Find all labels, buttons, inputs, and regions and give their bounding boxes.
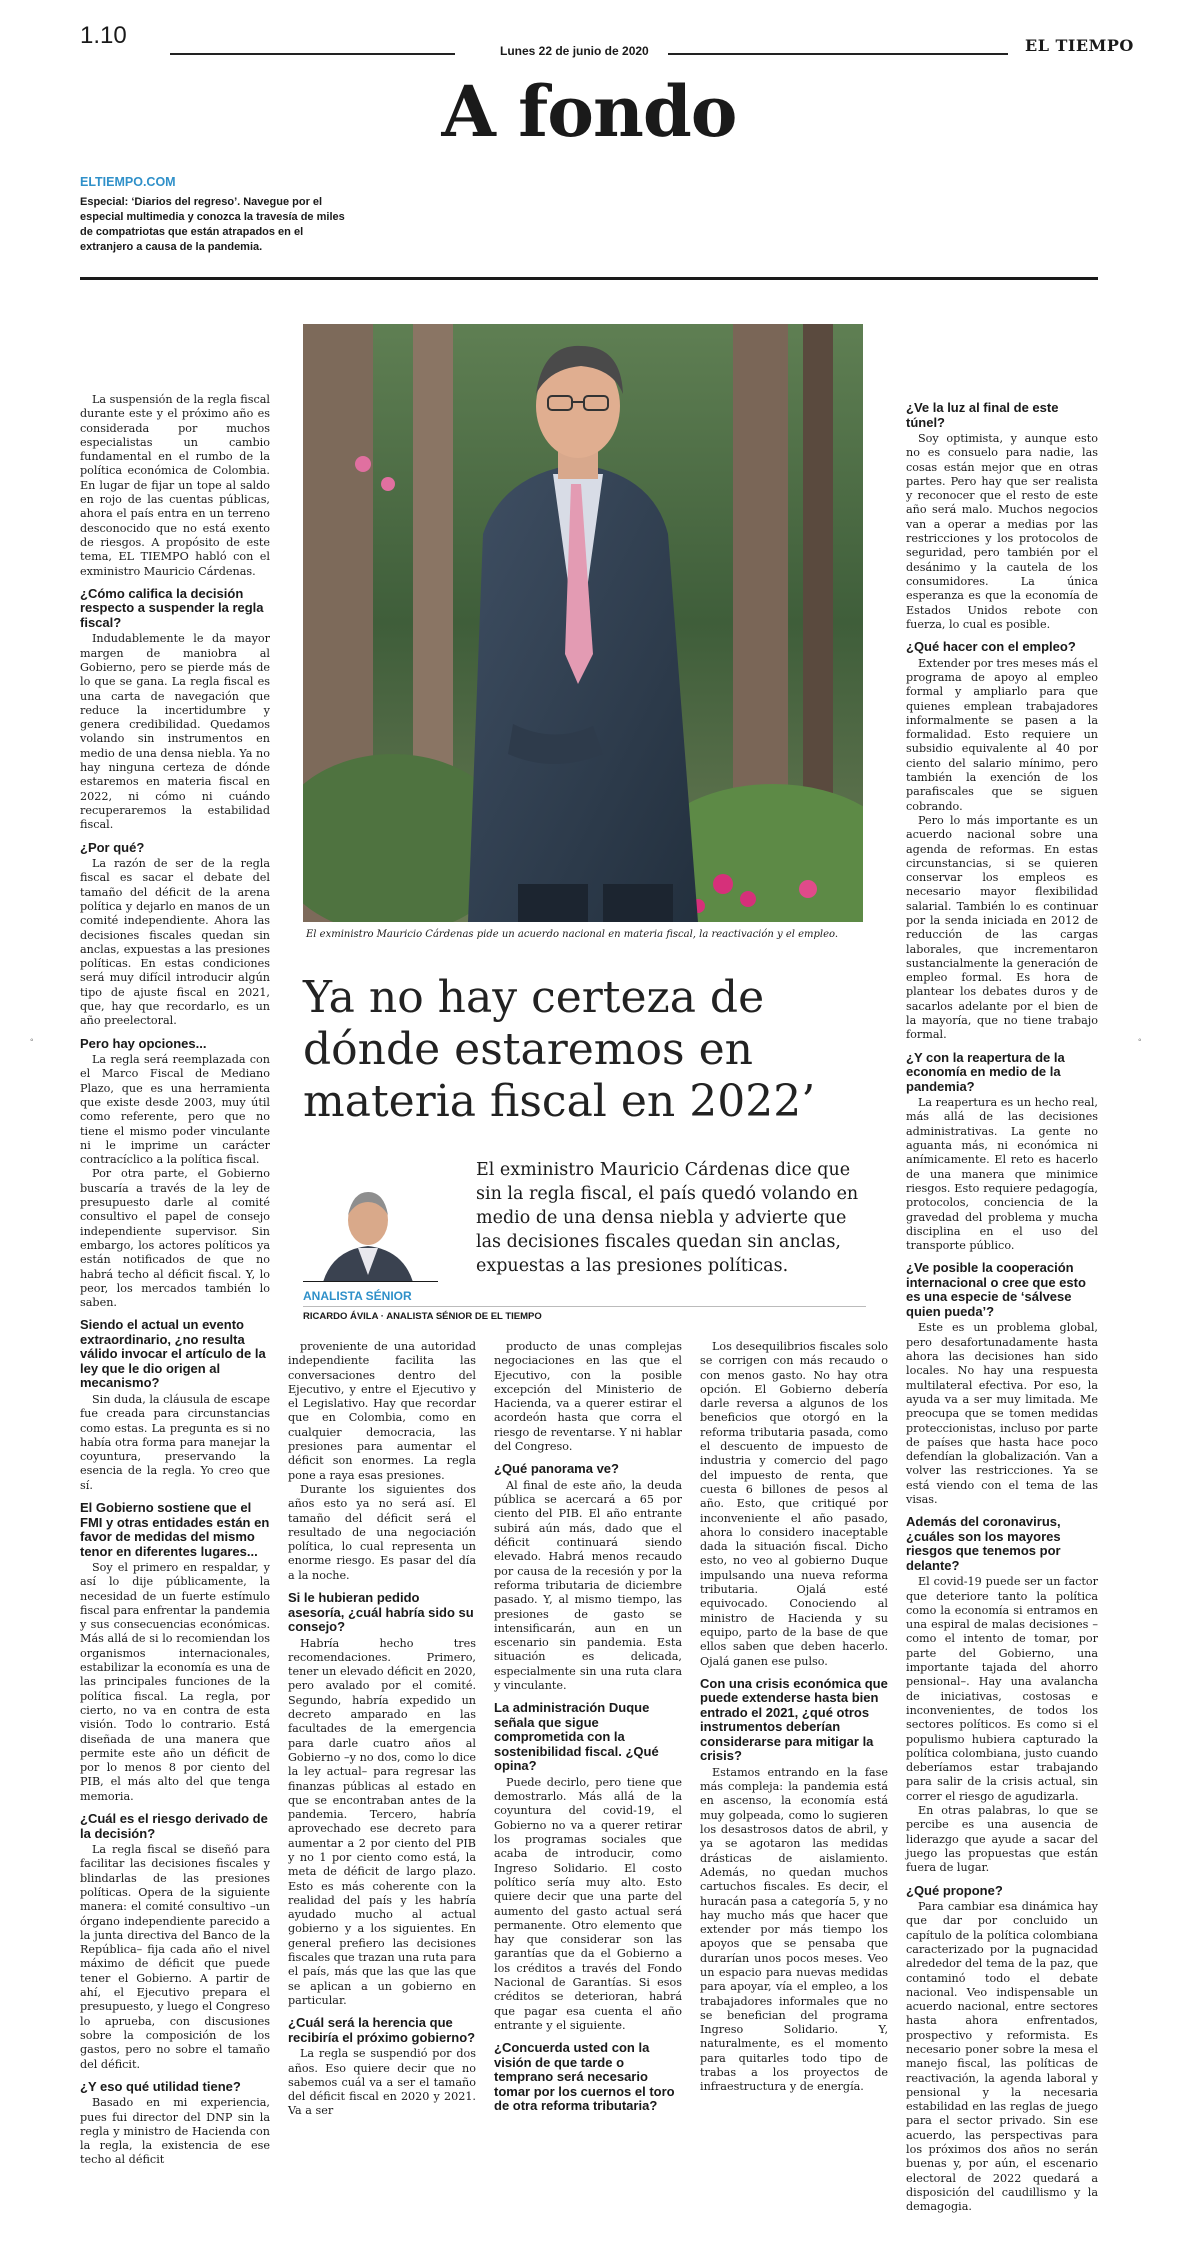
question-heading: ¿Cuál será la herencia que recibiría el próximo gobierno?: [288, 2015, 476, 2045]
article-column-5: [906, 393, 1098, 2215]
body-paragraph: Por otra parte, el Gobierno buscaría a través de la ley de presupuesto darle al comité consultivo el papel de consejo independiente supervisor. Sin embargo, los actores políticos ya están notificados de que no habrá techo al déficit fiscal. Y, lo peor, los mercados también lo saben.: [80, 1167, 270, 1310]
question-heading: El Gobierno sostiene que el FMI y otras entidades están en favor de medidas del mismo tenor en diferentes lugares...: [80, 1500, 270, 1559]
body-paragraph: La reapertura es un hecho real, más allá de las decisiones administrativas. La gente no aguanta más, ni económica ni anímicamente. El reto es hacerlo de una manera que minimice riesgos. Esto requiere pedagogía, protocolos, conciencia de la gravedad del problema y mucha disciplina en el uso del transporte público.: [906, 1096, 1098, 1253]
question-heading: ¿Qué hacer con el empleo?: [906, 639, 1076, 655]
body-paragraph: La razón de ser de la regla fiscal es sacar el debate del tamaño del déficit de la arena política y dejarlo en manos de un comité independiente. Ahora las decisiones fiscales quedan sin anclas, expuestas a las presiones políticas. En estas condiciones será muy difícil introducir algún tipo de ajuste fiscal en 2021, que, hay que recordarlo, es un año preelectoral.: [80, 857, 270, 1028]
promo-site[interactable]: ELTIEMPO.COM: [80, 175, 176, 189]
body-paragraph: Sin duda, la cláusula de escape fue creada para circunstancias como estas. La pregunta es si no había otra forma para manejar la coyuntura, preservando la esencia de la regla. Yo creo que sí.: [80, 1392, 271, 1492]
question-heading: ¿Ve posible la cooperación internacional o cree que esto es una especie de ‘sálvese quien pueda’?: [906, 1260, 1086, 1319]
body-paragraph: Estamos entrando en la fase más compleja: la pandemia está en ascenso, la economía está muy golpeada, como lo sugieren los desastrosos datos de abril, y ya se agotaron las medidas drásticas de aislamiento. Además, no quedan muchos cartuchos fiscales. Es decir, el huracán pasa a categoría 5, y no hay mucho más que hacer que extender por más tiempo los apoyos que se pensaba que durarían unos pocos meses. Veo un espacio para nuevas medidas para apoyar, vía el empleo, a los trabajadores informales que no se benefician del programa Ingreso Solidario. Y, naturalmente, es el momento para quitarles todo tipo de trabas a los proyectos de infraestructura y de energía.: [700, 1765, 888, 2094]
deck: El exministro Mauricio Cárdenas dice que sin la regla fiscal, el país quedó volando en medio de una densa niebla y advierte que las decisiones fiscales quedan sin anclas, expuestas a las presiones políticas.: [476, 1160, 859, 1276]
article-column-2: [288, 1340, 476, 2119]
promo-text: Especial: ‘Diarios del regreso’. Navegue por el especial multimedia y conozca la travesía de miles de compatriotas que están atrapados en el extranjero a causa de la pandemia.: [80, 196, 345, 253]
portrait-illustration: [303, 324, 863, 922]
crop-mark-left: ◦: [30, 1035, 34, 1046]
main-photo: [303, 324, 863, 922]
body-paragraph: Soy optimista, y aunque esto no es consuelo para nadie, las cosas están mejor que en otras partes. Pero hay que ser realista y reconocer que el resto de este año será malo. Muchos negocios van a operar a medias por las restricciones y los protocolos de seguridad, pero también por el desánimo y la cautela de los consumidores. La única esperanza es que la economía de Estados Unidos rebote con fuerza, lo cual es posible.: [906, 432, 1098, 631]
body-paragraph: Pero lo más importante es un acuerdo nacional sobre una agenda de reformas. En estas circunstancias, si se quieren conservar los empleos es necesario mayor flexibilidad salarial. También lo es continuar por la senda iniciada en 2012 de reducción de las cargas laborales, que incrementaron sustancialmente la generación de empleo formal. Es hora de plantear los debates duros y de sacarlos adelante por el bien de la mayoría, que no tiene trabajo formal.: [906, 813, 1098, 1042]
body-paragraph: La regla se suspendió por dos años. Eso quiere decir que no sabemos cuál va a ser el tamaño del déficit fiscal en 2020 y 2021. Va a ser: [288, 2047, 476, 2118]
body-paragraph: producto de unas complejas negociaciones en las que el Ejecutivo, con la posible excepción del Ministerio de Hacienda, va a querer estirar el acordeón hasta que corra el riesgo de reventarse. Y ni hablar del Congreso.: [494, 1340, 682, 1454]
analyst-label: ANALISTA SÉNIOR: [303, 1289, 412, 1303]
body-paragraph: La regla fiscal se diseñó para facilitar las decisiones fiscales y blindarlas de las presiones políticas. Opera de la siguiente manera: el comité consultivo –un órgano independiente parecido a la junta directiva del Banco de la República– fija cada año el nivel máximo de déficit que puede tener el Gobierno. A partir de ahí, el Ejecutivo prepara el presupuesto, y luego el Congreso lo aprueba, con discusiones sobre la composición de los gastos, pero no sobre el tamaño del déficit.: [80, 1843, 270, 2071]
question-heading: La administración Duque señala que sigue comprometida con la sostenibilidad fiscal. ¿Qué opina?: [494, 1700, 659, 1774]
body-paragraph: La regla será reemplazada con el Marco Fiscal de Mediano Plazo, que es una herramienta que existe desde 2003, muy útil como referente, pero que no tiene el mismo poder vinculante ni le imprime un carácter contracíclico a la política fiscal.: [80, 1053, 270, 1167]
body-paragraph: proveniente de una autoridad independiente facilita las conversaciones dentro del Ejecutivo, y entre el Ejecutivo y el Legislativo. Hay que recordar que en Colombia, como en cualquier democracia, las presiones para aumentar el déficit son enormes. La regla pone a raya esas presiones.: [288, 1340, 476, 1482]
header-rule-left: [170, 53, 455, 55]
question-heading: Pero hay opciones...: [80, 1035, 207, 1051]
body-paragraph: Al final de este año, la deuda pública se acercará a 65 por ciento del PIB. El año entrante subirá aún más, dado que el déficit continuará siendo elevado. Habrá menos recaudo por causa de la recesión y por la reforma tributaria de diciembre pasado. Y, al mismo tiempo, las presiones de gasto se intensificarán, aun en un escenario sin pandemia. Esta situación es delicada, especialmente sin una ruta clara y vinculante.: [494, 1478, 682, 1693]
article-column-3: [494, 1340, 682, 2116]
crop-mark-right: ◦: [1138, 1035, 1142, 1046]
analyst-rule: [303, 1281, 438, 1282]
question-heading: ¿Y eso qué utilidad tiene?: [80, 2078, 241, 2094]
question-heading: Si le hubieran pedido asesoría, ¿cuál habría sido su consejo?: [288, 1590, 474, 1635]
header-rule-right: [668, 53, 1008, 55]
question-heading: ¿Por qué?: [80, 839, 145, 855]
question-heading: ¿Qué propone?: [906, 1882, 1003, 1898]
headline: Ya no hay certeza de dónde estaremos en materia fiscal en 2022’: [303, 972, 816, 1127]
question-heading: ¿Cuál es el riesgo derivado de la decisión?: [80, 1811, 268, 1841]
question-heading: ¿Cómo califica la decisión respecto a suspender la regla fiscal?: [80, 585, 264, 630]
body-paragraph: Basado en mi experiencia, pues fui director del DNP sin la regla y ministro de Hacienda con la regla, la existencia de ese techo al déficit: [80, 2096, 270, 2167]
question-heading: Con una crisis económica que puede extenderse hasta bien entrado el 2021, ¿qué otros instrumentos deberían considerarse para mitigar la crisis?: [700, 1675, 888, 1764]
article-column-4: [700, 1340, 888, 2095]
question-heading: ¿Concuerda usted con la visión de que tarde o temprano será necesario tomar por los cuernos el toro de otra reforma tributaria?: [494, 2040, 675, 2114]
body-paragraph: Puede decirlo, pero tiene que demostrarlo. Más allá de la coyuntura del covid-19, el Gobierno no va a querer retirar los programas sociales que acaba de introducir, como Ingreso Solidario. El costo político sería muy alto. Esto quiere decir que una parte del aumento del gasto actual será permanente. Otro elemento que hay que considerar son las garantías que da el Gobierno a los créditos a través del Fondo Nacional de Garantías. Si esos créditos se deterioran, habrá que pagar esa cuenta el año entrante y el siguiente.: [494, 1775, 682, 2032]
body-paragraph: Extender por tres meses más el programa de apoyo al empleo formal y ampliarlo para que quienes emplean trabajadores informalmente se pasen a la formalidad. Esto requiere un subsidio equivalente al 40 por ciento del salario mínimo, pero también la exención de los parafiscales que se siguen cobrando.: [906, 656, 1098, 813]
question-heading: Además del coronavirus, ¿cuáles son los mayores riesgos que tenemos por delante?: [906, 1514, 1061, 1573]
body-paragraph: En otras palabras, lo que se percibe es una ausencia de liderazgo que ayude a sacar del juego las propuestas que están fuera de lugar.: [906, 1804, 1098, 1875]
question-heading: ¿Qué panorama ve?: [494, 1461, 619, 1477]
body-paragraph: Durante los siguientes dos años esto ya no será así. El tamaño del déficit será el resultado de una negociación política, lo cual representa un enorme riesgo. Es pasar del día a la noche.: [288, 1482, 476, 1582]
body-paragraph: Indudablemente le da mayor margen de maniobra al Gobierno, pero se pierde más de lo que se gana. La regla fiscal es una carta de navegación que reduce la incertidumbre y genera credibilidad. Quedamos volando sin instrumentos en medio de una densa niebla. Ya no hay ninguna certeza de dónde estaremos en materia fiscal en 2022, ni cómo ni cuándo recuperaremos la estabilidad fiscal.: [80, 632, 270, 832]
body-paragraph: El covid-19 puede ser un factor que deteriore tanto la política como la economía si entramos en una espiral de malas decisiones –como el intento de tomar, por parte del Gobierno, una importante tajada del ahorro pensional–. Hay una avalancha de iniciativas, costosas e inconvenientes, de todos los sectores políticos. Es como si el populismo hubiera capturado la política colombiana, justo cuando deberíamos estar trabajando para salir de la crisis actual, sin correr el riesgo de agudizarla.: [906, 1575, 1098, 1803]
question-heading: ¿Ve la luz al final de este túnel?: [906, 400, 1059, 430]
question-heading: Siendo el actual un evento extraordinario, ¿no resulta válido invocar el artículo de la ley que le dio origen al mecanismo?: [80, 1317, 266, 1391]
newspaper-brand: EL TIEMPO: [1025, 36, 1134, 55]
article-column-1: [80, 393, 270, 2168]
body-paragraph: Para cambiar esa dinámica hay que dar por concluido un capítulo de la política colombiana caracterizado por la pugnacidad alrededor del tema de la paz, que contaminó todo el debate nacional. Veo indispensable un acuerdo nacional, entre sectores hasta ahora enfrentados, prospectivo y reformista. Es necesario poner sobre la mesa el manejo fiscal, las políticas de reactivación, la agenda laboral y pensional y la necesaria estabilidad en las reglas de juego para el sector privado. Sin ese acuerdo, las perspectivas para los próximos dos años no serán buenas y, por aún, el escenario electoral de 2022 quedará a disposición del caudillismo y la demagogia.: [906, 1900, 1098, 2214]
body-paragraph: Este es un problema global, pero desafortunadamente hasta ahora las decisiones han sido locales. No hay una respuesta multilateral efectiva. Por eso, la ayuda va a ser muy limitada. Me preocupa que se tomen medidas proteccionistas, incluso por parte de países que hasta hace poco defendían la globalización. Van a volver las restricciones. Ya se está viendo con el tema de las visas.: [906, 1321, 1098, 1506]
photo-caption: El exministro Mauricio Cárdenas pide un acuerdo nacional en materia fiscal, la reactivación y el empleo.: [306, 929, 839, 940]
body-paragraph: Habría hecho tres recomendaciones. Primero, tener un elevado déficit en 2020, pero avalado por el comité. Segundo, habría expedido un decreto amparado en las facultades de la emergencia para darle cuatro años al Gobierno –y no dos, como lo dice la ley actual– para regresar las finanzas públicas al estado en que se encontraban antes de la pandemia. Tercero, habría aprovechado ese decreto para aumentar a 2 por ciento del PIB y no 1 por ciento como está, la meta de déficit de largo plazo. Esto es más coherente con la realidad del país y les habría ayudado mucho al actual gobierno y a los siguientes. En general prefiero las decisiones fiscales que trazan una ruta para el país, más que las que las que se aplican a un gobierno en particular.: [288, 1636, 476, 2007]
section-title: A fondo: [441, 70, 737, 153]
byline-rule: [303, 1306, 866, 1307]
page-number: 1.10: [80, 22, 127, 49]
section-divider: [80, 277, 1098, 280]
analyst-headshot: [308, 1180, 428, 1282]
byline: RICARDO ÁVILA · ANALISTA SÉNIOR DE EL TIEMPO: [303, 1311, 542, 1322]
question-heading: ¿Y con la reapertura de la economía en medio de la pandemia?: [906, 1049, 1065, 1094]
body-paragraph: La suspensión de la regla fiscal durante este y el próximo año es considerada por muchos especialistas un cambio fundamental en el rumbo de la política económica de Colombia. En lugar de fijar un tope al saldo en rojo de las cuentas públicas, ahora el país entra en un terreno desconocido que no está exento de riesgos. A propósito de este tema, EL TIEMPO habló con el exministro Mauricio Cárdenas.: [80, 393, 270, 578]
body-paragraph: Soy el primero en respaldar, y así lo dije públicamente, la necesidad de un fuerte estímulo fiscal para enfrentar la pandemia y sus consecuencias económicas. Más allá de si lo recomiendan los organismos internacionales, estabilizar la economía es una de las principales funciones de la política fiscal. La regla, por cierto, no va en contra de esta visión. Todo lo contrario. Está diseñada de una manera que permite este año un déficit de por lo menos 8 por ciento del PIB, el más alto del que tenga memoria.: [80, 1561, 270, 1803]
body-paragraph: Los desequilibrios fiscales solo se corrigen con más recaudo o con menos gasto. No hay otra opción. El Gobierno debería darle reversa a algunos de los beneficios que otorgó en la reforma tributaria pasada, como el descuento de impuesto de industria y comercio del pago del impuesto de renta, que cuesta 6 billones de pesos al año. Esto, que critiqué por inconveniente el año pasado, ahora lo considero inaceptable dada la situación fiscal. Dicho esto, no veo al gobierno Duque impulsando una nueva reforma tributaria. Ojalá esté equivocado. Conociendo al ministro de Hacienda y su equipo, parto de la base de que ellos saben que deben hacerlo. Ojalá ganen ese pulso.: [700, 1340, 888, 1668]
issue-date: Lunes 22 de junio de 2020: [500, 44, 649, 58]
